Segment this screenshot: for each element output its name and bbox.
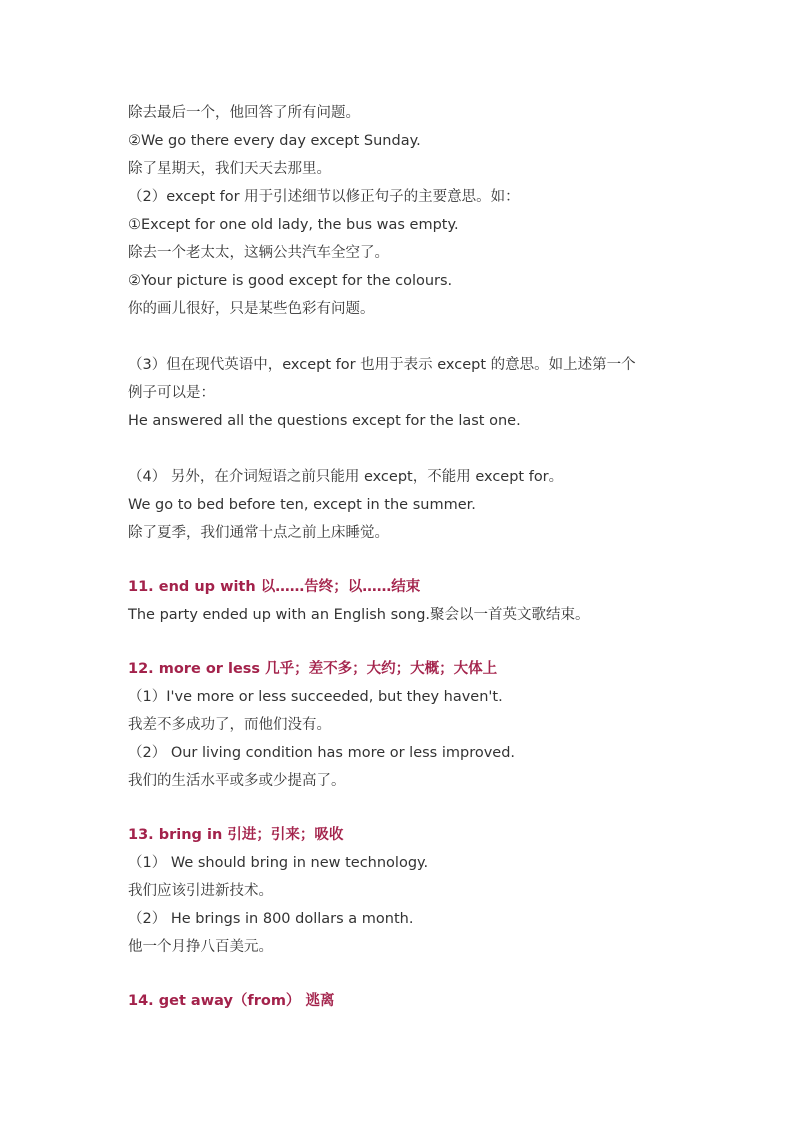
text-line: He answered all the questions except for the last one. [128,413,521,429]
paragraph-spacer [128,323,688,351]
paragraph-spacer [128,547,688,573]
paragraph-spacer [128,795,688,821]
section-heading: 12. more or less 几乎；差不多；大约；大概；大体上 [128,661,498,677]
section-heading: 11. end up with 以……告终；以……结束 [128,579,421,595]
text-line: 除去最后一个，他回答了所有问题。 [128,105,360,121]
text-line: （2） He brings in 800 dollars a month. [128,911,414,927]
section-end-up-with [128,573,688,629]
text-line: （2）except for 用于引述细节以修正句子的主要意思。如： [128,189,520,205]
section-more-or-less [128,655,688,795]
text-line: ②We go there every day except Sunday. [128,133,421,149]
text-line: 除去一个老太太，这辆公共汽车全空了。 [128,245,389,261]
paragraph-except-examples [128,99,688,323]
text-line: 他一个月挣八百美元。 [128,939,273,955]
section-heading: 14. get away（from） 逃离 [128,993,335,1009]
paragraph-spacer [128,961,688,987]
text-line: 例子可以是： [128,385,215,401]
text-line: 我们应该引进新技术。 [128,883,273,899]
section-heading: 13. bring in 引进；引来；吸收 [128,827,344,843]
paragraph-spacer [128,629,688,655]
text-line: 我差不多成功了，而他们没有。 [128,717,331,733]
text-line: ②Your picture is good except for the colours. [128,273,453,289]
text-line: 你的画儿很好，只是某些色彩有问题。 [128,301,375,317]
text-line: （2） Our living condition has more or less improved. [128,745,516,761]
section-get-away [128,987,688,1015]
document-page [128,99,688,1015]
text-line: We go to bed before ten, except in the summer. [128,497,476,513]
text-line: （3）但在现代英语中，except for 也用于表示 except 的意思。如上述第一个 [128,357,636,373]
text-line: （1）I've more or less succeeded, but they haven't. [128,689,503,705]
text-line: The party ended up with an English song.聚会以一首英文歌结束。 [128,607,590,623]
text-line: （4） 另外，在介词短语之前只能用 except，不能用 except for。 [128,469,564,485]
paragraph-modern-usage [128,351,688,435]
text-line: （1） We should bring in new technology. [128,855,429,871]
paragraph-prepositional-phrase [128,463,688,547]
paragraph-spacer [128,435,688,463]
text-line: 除了星期天，我们天天去那里。 [128,161,331,177]
text-line: 我们的生活水平或多或少提高了。 [128,773,346,789]
text-line: ①Except for one old lady, the bus was empty. [128,217,459,233]
section-bring-in [128,821,688,961]
text-line: 除了夏季，我们通常十点之前上床睡觉。 [128,525,389,541]
